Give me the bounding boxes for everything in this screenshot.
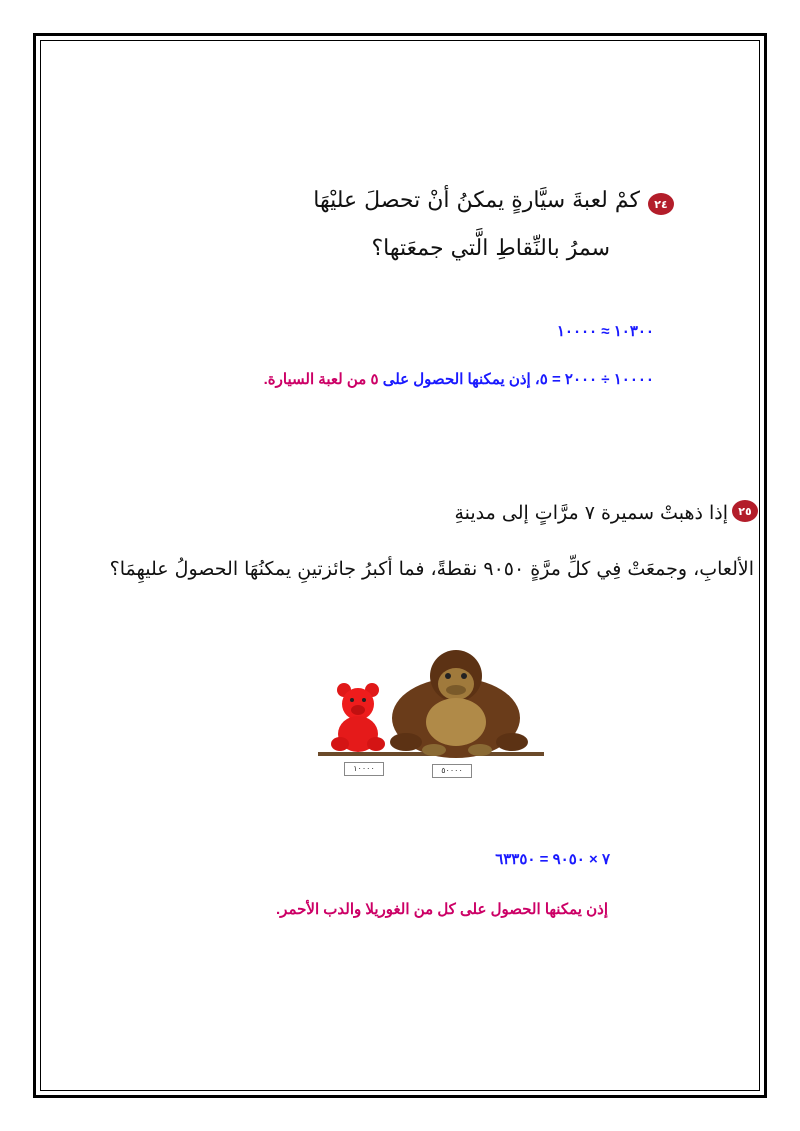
answer-ending: من لعبة السيارة. [263, 371, 371, 388]
question-25-number-badge: ٢٥ [732, 500, 758, 522]
answer-phrase: إذن يمكنها الحصول على [378, 371, 535, 388]
bear-price-tag: ١٠٠٠٠ [344, 762, 384, 776]
gorilla-icon [390, 650, 528, 758]
question-24-answer-rounding: ١٠٣٠٠ ≈ ١٠٠٠٠ [556, 323, 654, 340]
question-24-answer-conclusion [264, 370, 654, 388]
question-25-line-2: الألعابِ، وجمعَتْ فِي كلِّ مرَّةٍ ٩٠٥٠ نقطةً، فما أكبرُ جائزتينِ يمكنُهَا الحصولُ عليهِمَا؟ [109, 558, 754, 580]
red-bear-icon [331, 683, 385, 752]
prizes-illustration [316, 646, 546, 776]
answer-division: ١٠٠٠٠ ÷ ٢٠٠٠ = ٥، [534, 371, 654, 388]
question-24-line-1: كمْ لعبةَ سيَّارةٍ يمكنُ أنْ تحصلَ عليْهَا [313, 188, 640, 213]
question-25-answer-conclusion: إذن يمكنها الحصول على كل من الغوريلا والدب الأحمر. [276, 901, 608, 918]
question-24-line-2: سمرُ بالنِّقاطِ الَّتي جمعَتها؟ [371, 236, 610, 261]
question-24-number-badge: ٢٤ [648, 193, 674, 215]
answer-count: ٥ [370, 371, 379, 388]
question-25-answer-calculation: ٧ × ٩٠٥٠ = ٦٣٣٥٠ [495, 851, 610, 868]
question-25-line-1: إذا ذهبتْ سميرة ٧ مرَّاتٍ إلى مدينةِ [454, 502, 728, 524]
gorilla-price-tag: ٥٠٠٠٠ [432, 764, 472, 778]
